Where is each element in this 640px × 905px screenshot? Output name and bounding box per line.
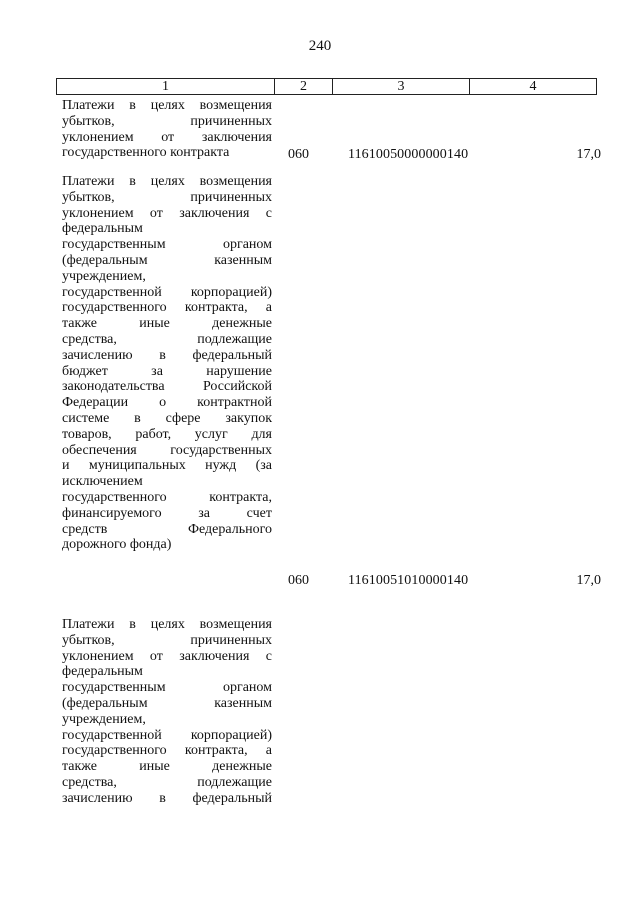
desc-line: и муниципальных нужд (за [62,458,272,474]
desc-line: государственной корпорацией) [62,284,272,300]
desc-line: Платежи в целях возмещения [62,174,272,189]
desc-line: убытков, причиненных [62,189,272,205]
desc-line: также иные денежные [62,759,272,775]
desc-line: также иные денежные [62,316,272,332]
desc-line: федеральным [62,664,143,680]
desc-line: государственного контракта, а [62,743,272,759]
row-description [62,174,272,553]
desc-line: государственного контракта, а [62,300,272,316]
desc-line: учреждением, [62,711,146,727]
header-col-4: 4 [469,79,596,94]
desc-line: Федерации о контрактной [62,395,272,411]
desc-line: зачислению в федеральный [62,790,272,806]
row-description [62,98,272,161]
desc-line: уклонением от заключения с [62,648,272,664]
desc-line: федеральным [62,221,143,237]
desc-line: средств Федерального [62,521,272,537]
desc-line: государственным органом [62,680,272,696]
desc-line: уклонением от заключения [62,129,272,145]
desc-line: средства, подлежащие [62,774,272,790]
header-col-2: 2 [274,79,332,94]
header-col-3: 3 [332,79,469,94]
desc-line: (федеральным казенным [62,695,272,711]
table-header [56,78,597,95]
row-amount: 17,0 [576,573,601,588]
desc-line: (федеральным казенным [62,252,272,268]
desc-line: государственного контракта [62,145,230,161]
desc-line: учреждением, [62,268,146,284]
desc-line: государственным органом [62,237,272,253]
desc-line: обеспечения государственных [62,442,272,458]
desc-line: финансируемого за счет [62,505,272,521]
page-number: 240 [308,38,332,54]
desc-line: дорожного фонда) [62,537,172,553]
row-amount: 17,0 [576,147,601,162]
desc-line: Платежи в целях возмещения [62,98,272,113]
desc-line: бюджет за нарушение [62,363,272,379]
header-col-1: 1 [162,79,169,94]
desc-line: исключением [62,474,143,490]
desc-line: товаров, работ, услуг для [62,426,272,442]
desc-line: убытков, причиненных [62,113,272,129]
desc-line: государственного контракта, [62,489,272,505]
row-description [62,617,272,807]
desc-line: государственной корпорацией) [62,727,272,743]
desc-line: законодательства Российской [62,379,272,395]
desc-line: уклонением от заключения с [62,205,272,221]
desc-line: системе в сфере закупок [62,410,272,426]
row-code: 060 [288,147,309,162]
desc-line: средства, подлежащие [62,331,272,347]
desc-line: зачислению в федеральный [62,347,272,363]
desc-line: убытков, причиненных [62,632,272,648]
row-kbk: 11610051010000140 [348,573,469,588]
row-code: 060 [288,573,309,588]
desc-line: Платежи в целях возмещения [62,617,272,632]
row-kbk: 11610050000000140 [348,147,469,162]
